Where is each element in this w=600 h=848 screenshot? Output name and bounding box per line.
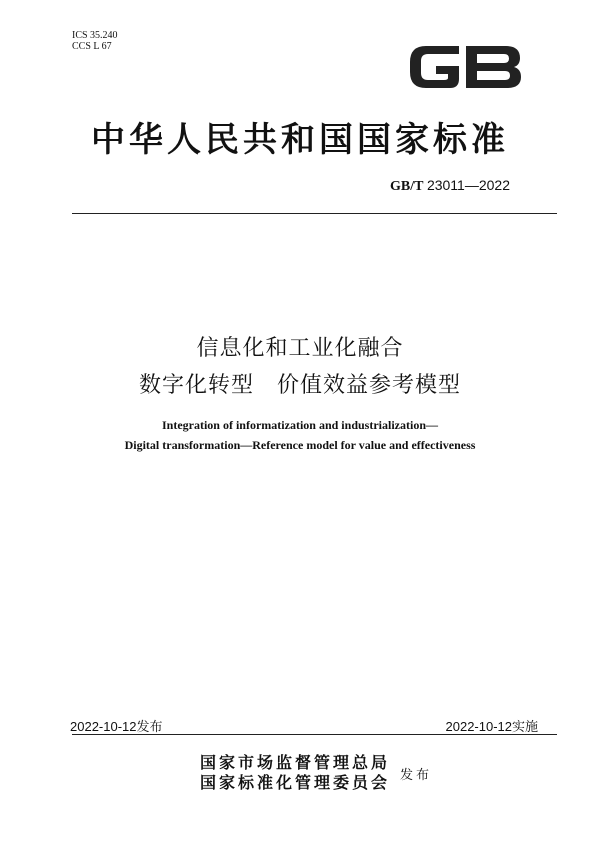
en-title-line1: Integration of informatization and industrialization— bbox=[161, 418, 438, 432]
standard-number-value: 23011—2022 bbox=[426, 177, 510, 193]
cn-title-line2: 数字化转型 价值效益参考模型 bbox=[138, 373, 461, 398]
standard-number bbox=[390, 177, 510, 195]
en-title-line2: Digital transformation—Reference model for value and effectiveness bbox=[124, 438, 476, 452]
gb-logo bbox=[404, 40, 526, 94]
standard-category-title: 中华人民共和国国家标准 bbox=[91, 120, 509, 160]
top-divider bbox=[72, 213, 557, 214]
publish-label: 发布 bbox=[400, 768, 433, 783]
ics-code: ICS 35.240 bbox=[72, 30, 118, 41]
standard-number-prefix: GB/T bbox=[389, 179, 424, 194]
bottom-divider bbox=[72, 734, 557, 735]
ccs-code: CCS L 67 bbox=[72, 41, 112, 52]
issue-date: 2022-10-12发布 bbox=[70, 719, 163, 734]
implement-date: 2022-10-12实施 bbox=[445, 719, 538, 734]
classification-codes bbox=[72, 30, 118, 52]
issuer-line2: 国家标准化管理委员会 bbox=[200, 773, 391, 792]
issuer-line1: 国家市场监督管理总局 bbox=[200, 753, 391, 772]
gb-logo-g bbox=[410, 46, 459, 88]
cn-title-line1: 信息化和工业化融合 bbox=[196, 336, 404, 361]
gb-logo-b bbox=[466, 46, 521, 88]
